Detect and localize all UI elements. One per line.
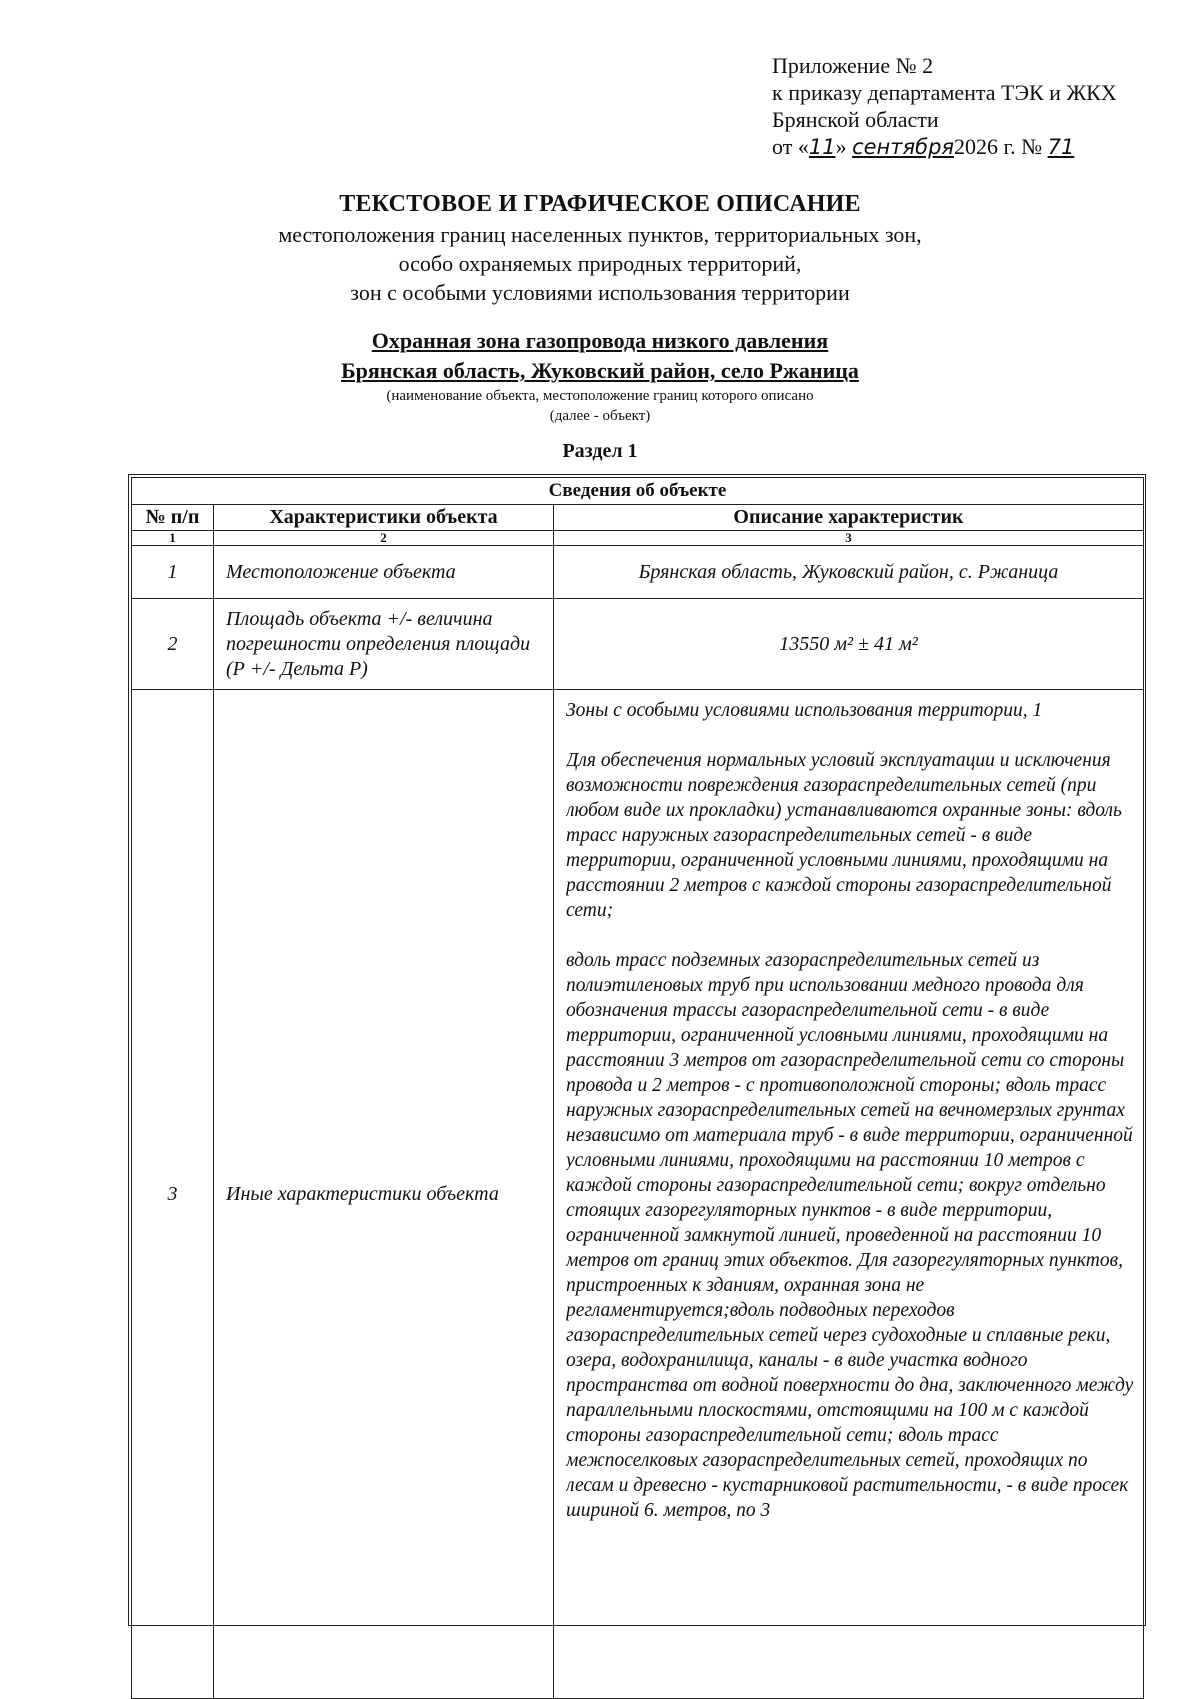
document-heading [0, 188, 1200, 307]
object-name-line-2: Брянская область, Жуковский район, село Ржаница [341, 358, 859, 383]
appendix-order-ref: к приказу департамента ТЭК и ЖКХ [772, 80, 1117, 105]
document-subtitle-line-3: зон с особыми условиями использования территории [350, 280, 850, 305]
row-description: 13550 м² ± 41 м² [554, 599, 1144, 690]
row-description [554, 690, 1144, 1699]
column-number-3: 3 [554, 531, 1144, 546]
object-caption-1: (наименование объекта, местоположение границ которого описано [386, 388, 814, 404]
row-number: 2 [132, 599, 214, 690]
table-column-number-row [132, 531, 1144, 546]
row-characteristic: Местоположение объекта [214, 546, 554, 599]
header-description: Описание характеристик [554, 505, 1144, 531]
object-name-block [0, 326, 1200, 426]
row-description-text [566, 698, 1135, 1690]
row-characteristic: Иные характеристики объекта [214, 690, 554, 1699]
description-paragraph: Для обеспечения нормальных условий эксплуатации и исключения возможности повреждения газораспределительных сетей (при любом виде их прокладки) устанавливаются охранные зоны: вдоль трасс наружных газораспределительных сетей - в виде территории, ограниченной условными линиями, проходящими на расстоянии 2 метров с каждой стороны газораспределительной сети; [566, 750, 1122, 921]
date-year: 2026 г. № [954, 134, 1043, 159]
section-title: Раздел 1 [562, 440, 638, 462]
document-subtitle-line-1: местоположения границ населенных пунктов, территориальных зон, [278, 222, 922, 247]
row-characteristic: Площадь объекта +/- величина погрешности определения площади (Р +/- Дельта Р) [214, 599, 554, 690]
document-title: ТЕКСТОВОЕ И ГРАФИЧЕСКОЕ ОПИСАНИЕ [339, 191, 861, 217]
row-number: 3 [132, 690, 214, 1699]
column-number-1: 1 [132, 531, 214, 546]
object-name-line-1: Охранная зона газопровода низкого давления [371, 328, 829, 353]
header-characteristic: Характеристики объекта [214, 505, 554, 531]
appendix-date-line [772, 133, 1192, 161]
table-title-row [132, 478, 1144, 505]
table-row [132, 546, 1144, 599]
appendix-region: Брянской области [772, 107, 939, 132]
table-header-row [132, 505, 1144, 531]
table-row [132, 599, 1144, 690]
date-month: сентября [852, 135, 955, 159]
object-info-table [131, 477, 1144, 1699]
row-description: Брянская область, Жуковский район, с. Ржаница [554, 546, 1144, 599]
date-day: 11 [808, 135, 836, 159]
row-number: 1 [132, 546, 214, 599]
order-number: 71 [1047, 135, 1075, 159]
table-title: Сведения об объекте [132, 478, 1144, 505]
appendix-number: Приложение № 2 [772, 53, 934, 78]
date-prefix: от « [772, 134, 809, 159]
column-number-2: 2 [214, 531, 554, 546]
date-mid: » [835, 134, 847, 159]
object-caption-2: (далее - объект) [549, 408, 651, 424]
table-row [132, 690, 1144, 1699]
appendix-header [772, 52, 1192, 161]
document-subtitle-line-2: особо охраняемых природных территорий, [398, 251, 802, 276]
description-paragraph: вдоль трасс подземных газораспределительных сетей из полиэтиленовых труб при использовании медного провода для обозначения трассы газораспределительной сети - в виде территории, ограниченной условными линиями, проходящими на расстоянии 3 метров от газораспределительной сети со стороны провода и 2 метров - с противоположной стороны; вдоль трасс наружных газораспределительных сетей на вечномерзлых грунтах независимо от материала труб - в виде территории, ограниченной условными линиями, проходящими на расстоянии 10 метров с каждой стороны газораспределительной сети; вокруг отдельно стоящих газорегуляторных пунктов - в виде территории, ограниченной замкнутой линией, проведенной на расстоянии 10 метров от границ этих объектов. Для газорегуляторных пунктов, пристроенных к зданиям, охранная зона не регламентируется;вдоль подводных переходов газораспределительных сетей через судоходные и сплавные реки, озера, водохранилища, каналы - в виде участка водного пространства от водной поверхности до дна, заключенного между параллельными плоскостями, отстоящими на 100 м с каждой стороны газораспределительной сети; вдоль трасс межпоселковых газораспределительных сетей, проходящих по лесам и древесно - кустарниковой растительности, - в виде просек шириной 6. метров, по 3 [566, 950, 1134, 1521]
description-paragraph: Зоны с особыми условиями использования территории, 1 [566, 700, 1043, 721]
header-number: № п/п [132, 505, 214, 531]
